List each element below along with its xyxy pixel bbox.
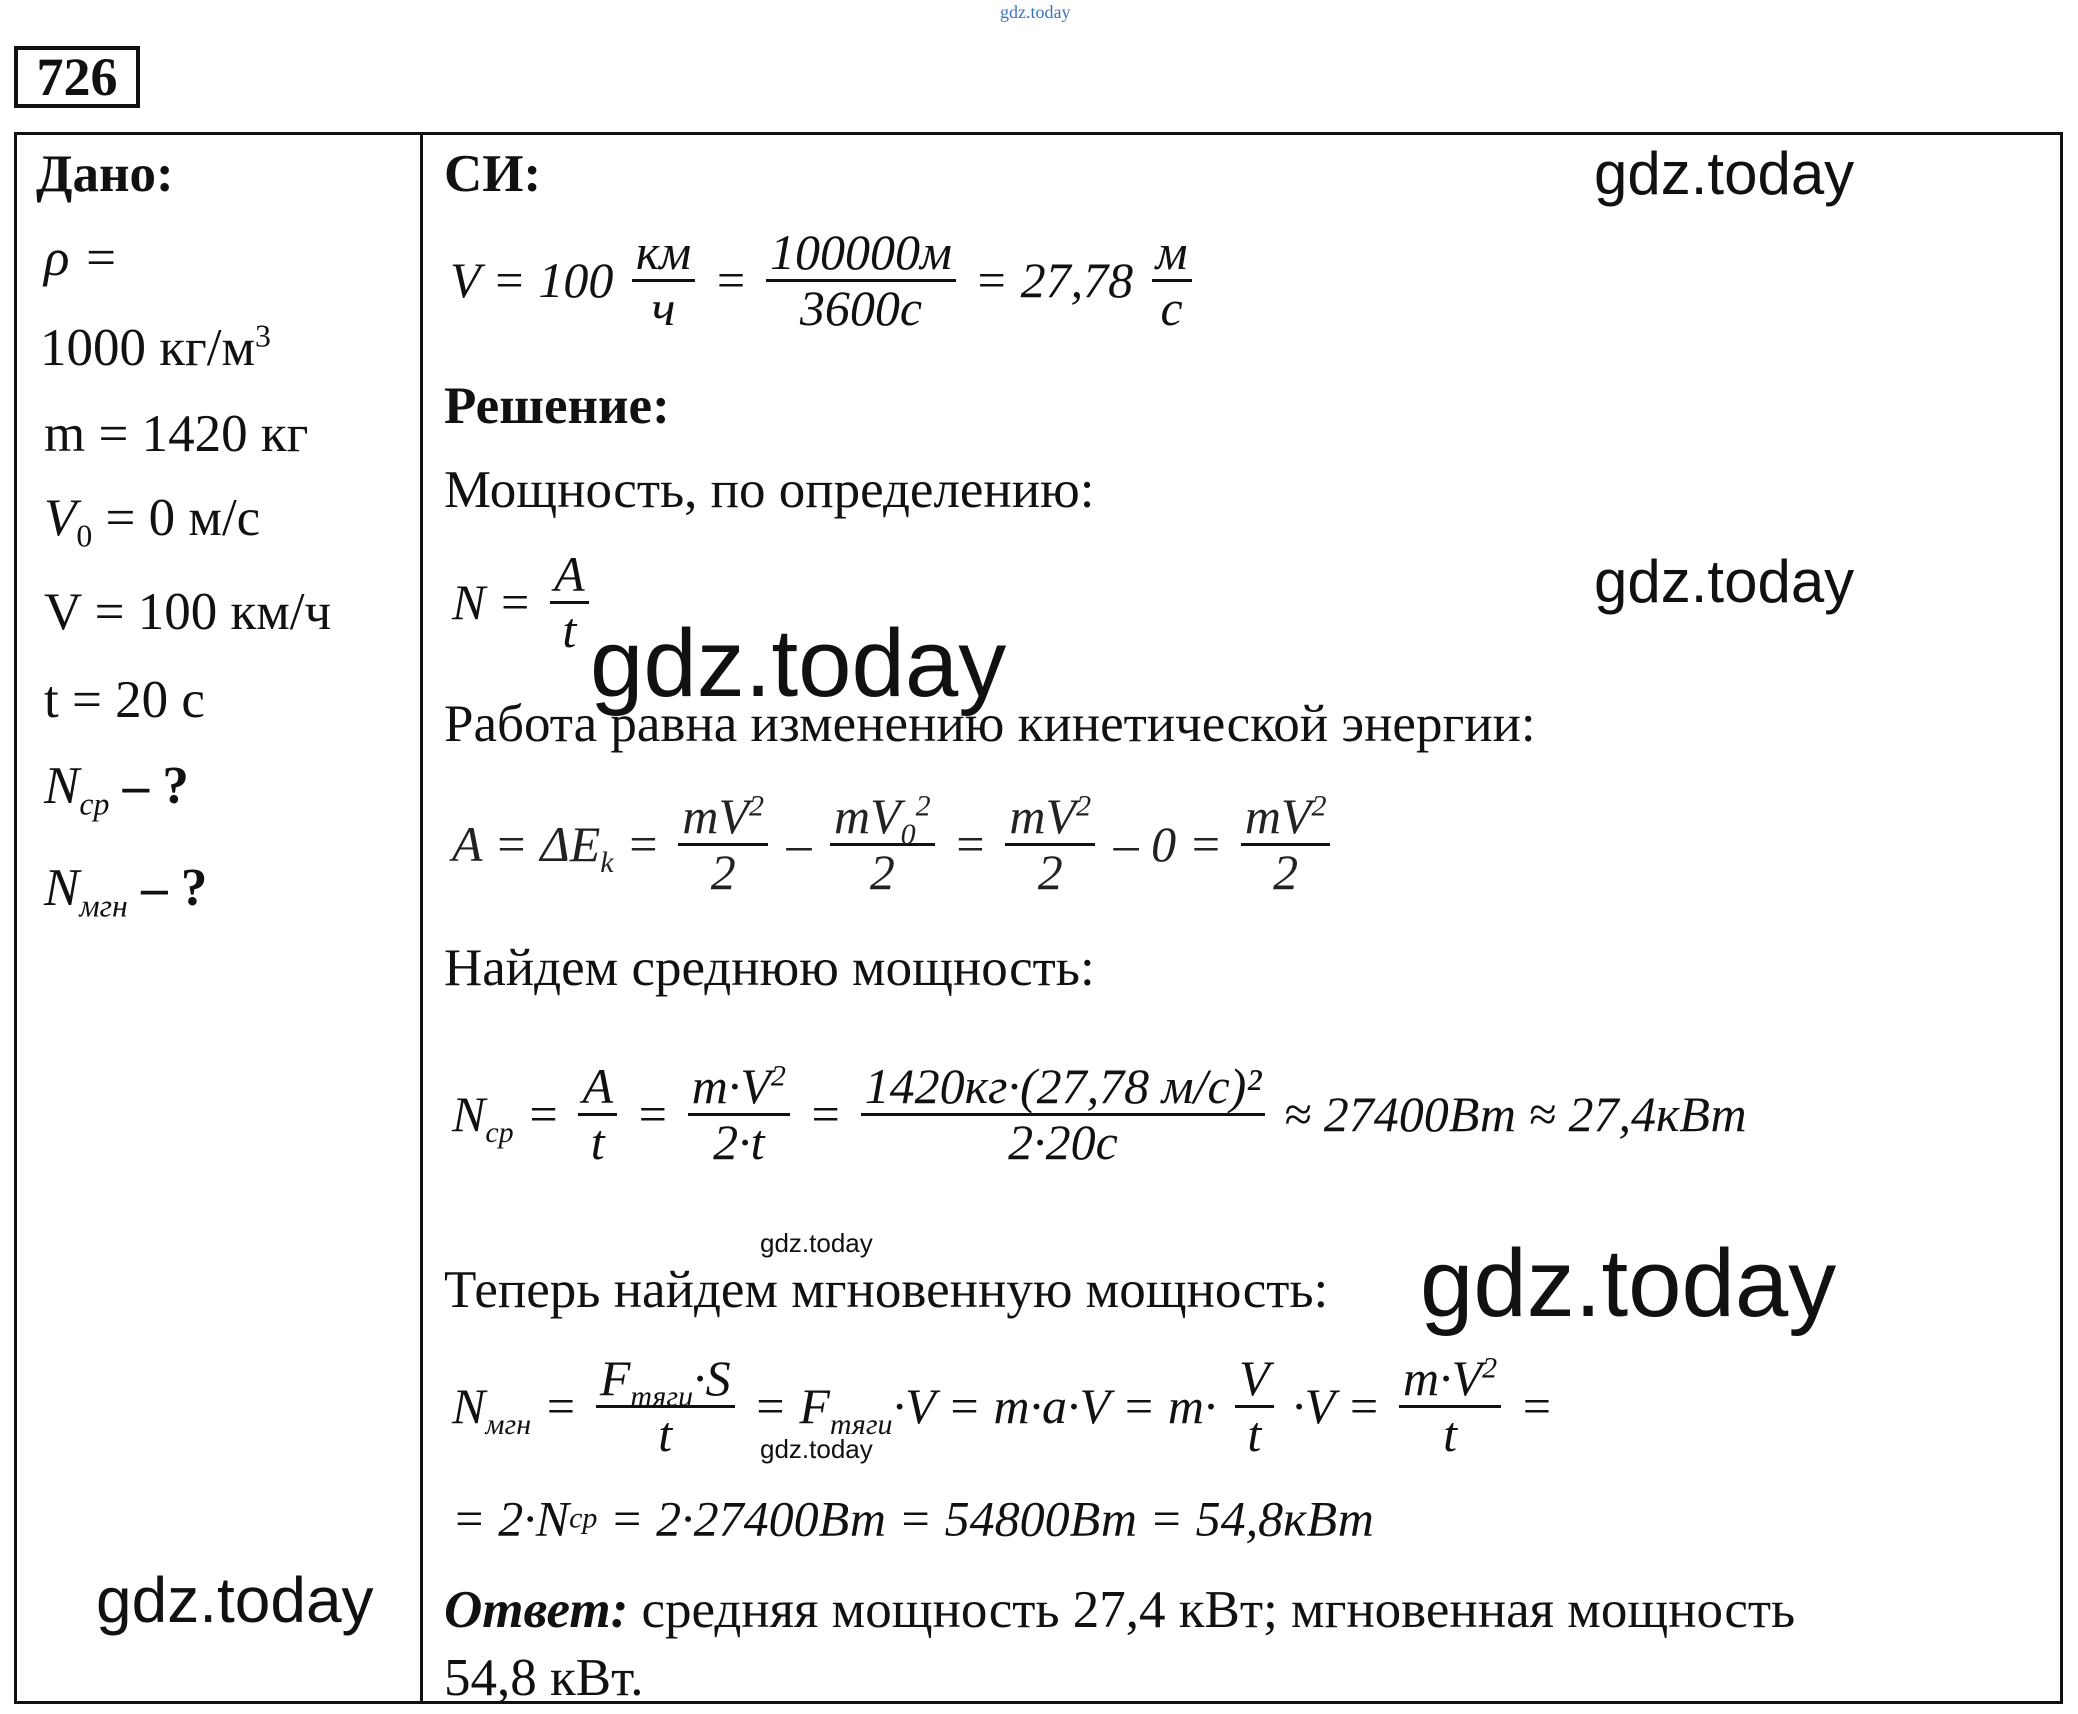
answer-line-2: 54,8 кВт.: [444, 1649, 644, 1707]
inst-power-text: Теперь найдем мгновенную мощность:: [444, 1261, 1329, 1319]
avg-power-text: Найдем среднюю мощность:: [444, 939, 1095, 997]
watermark: gdz.today: [96, 1564, 374, 1636]
solution-table: [14, 132, 2063, 1707]
inst-power-result: = 2·Nср = 2·27400Вт = 54800Вт = 54,8кВт: [452, 1490, 1374, 1547]
kinetic-energy-formula: $A = \Delta E_k$ = $\frac{mV^2}{2}$ – $\frac{mV_0^2}{2}$ = $\frac{mV^2}{2}$ – 0 = $\frac{mV^2}{2}$: [452, 790, 1336, 898]
power-definition-text: Мощность, по определению:: [444, 461, 1095, 519]
given-rho-value: 1000 $кг/м^3$: [40, 318, 271, 377]
given-initial-speed: $V_0 = 0$ м/с: [44, 489, 261, 554]
inst-power-formula: $N_{мгн}$ = $\frac{F_{тяги}\cdot S}{t}$ = $F_{тяги}\cdot V = m\cdot a\cdot V = m\cdot$ $\frac{V}{t}$ ·V = $\frac{m\cdot V^2}{t}$ =: [452, 1350, 1554, 1462]
given-speed: V = 100 км/ч: [44, 583, 332, 641]
avg-power-formula: $N_{ср}$ = $\frac{A}{t}$ = $\frac{m\cdot V^2}{2\cdot t}$ = $\frac{\text{1420кг·(27,78 м/с)²}}{2\cdot 20с}$ ≈ 27400Вт ≈ 27,4кВт: [452, 1058, 1747, 1170]
si-conversion-formula: V = 100 $\frac{км}{ч}$ = $\frac{100000м}{3600с}$ = 27,78 $\frac{м}{с}$: [450, 226, 1198, 334]
power-formula: N = $\frac{A}{t}$: [452, 548, 595, 656]
si-title: СИ:: [444, 145, 542, 203]
watermark: gdz.today: [1594, 548, 1855, 615]
top-watermark: gdz.today: [1000, 2, 1071, 22]
given-rho-label: ρ =: [44, 229, 119, 287]
given-title: Дано:: [36, 145, 174, 203]
given-rho-exponent: 3: [255, 318, 271, 354]
answer-line-1: Ответ: средняя мощность 27,4 кВт; мгновенная мощность: [444, 1581, 1796, 1639]
given-unknown-avg-power: $N_{ср}$ – ?: [44, 757, 189, 822]
given-mass: m = 1420 кг: [44, 405, 309, 463]
work-energy-text: Работа равна изменению кинетической энергии:: [444, 695, 1536, 753]
solution-title: Решение:: [444, 377, 670, 435]
watermark: gdz.today: [590, 610, 1007, 717]
problem-number: 726: [14, 46, 140, 108]
watermark: gdz.today: [760, 1434, 873, 1464]
given-unknown-inst-power: $N_{мгн}$ – ?: [44, 859, 208, 924]
watermark: gdz.today: [760, 1228, 873, 1258]
given-time: t = 20 с: [44, 671, 205, 729]
column-divider: [420, 132, 423, 1704]
watermark: gdz.today: [1420, 1230, 1837, 1337]
watermark: gdz.today: [1594, 140, 1855, 207]
